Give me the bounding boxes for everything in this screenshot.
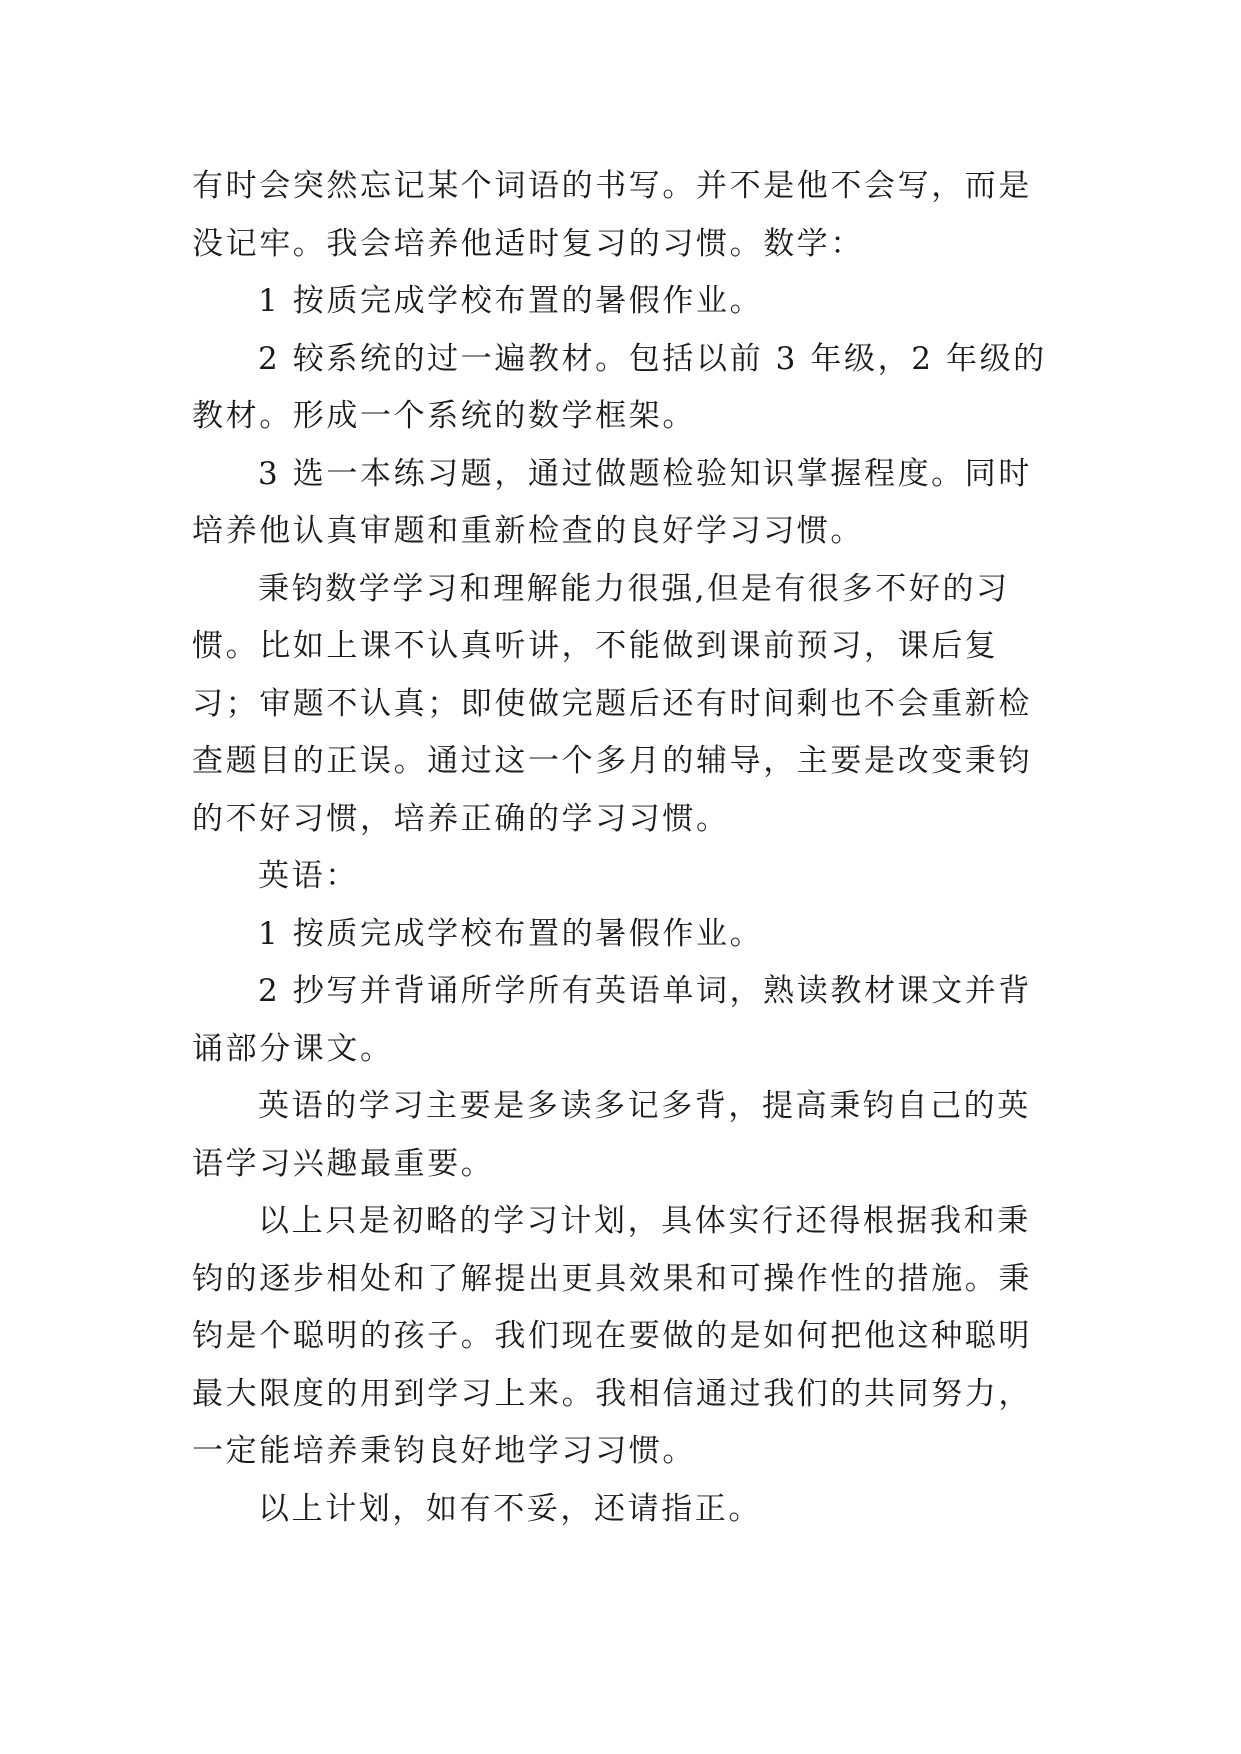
paragraph-math-item-3: 3 选一本练习题，通过做题检验知识掌握程度。同时培养他认真审题和重新检查的良好学习习惯。 xyxy=(192,455,1032,549)
paragraph-math-item-2: 2 较系统的过一遍教材。包括以前 3 年级，2 年级的教材。形成一个系统的数学框架。 xyxy=(192,340,1047,434)
paragraph-continuation: 有时会突然忘记某个词语的书写。并不是他不会写，而是没记牢。我会培养他适时复习的习惯。数学： xyxy=(192,168,1032,262)
paragraph-math-item-1: 1 按质完成学校布置的暑假作业。 xyxy=(258,283,764,319)
paragraph-english-item-2: 2 抄写并背诵所学所有英语单词，熟读教材课文并背诵部分课文。 xyxy=(192,973,1032,1067)
paragraph-closing: 以上计划，如有不妥，还请指正。 xyxy=(258,1490,762,1527)
paragraph-english-heading: 英语： xyxy=(258,858,359,894)
paragraph-english-summary: 英语的学习主要是多读多记多背，提高秉钧自己的英语学习兴趣最重要。 xyxy=(192,1088,1031,1182)
document-body xyxy=(192,158,1052,1538)
paragraph-english-item-1: 1 按质完成学校布置的暑假作业。 xyxy=(258,915,764,952)
paragraph-math-summary: 秉钧数学学习和理解能力很强,但是有很多不好的习惯。比如上课不认真听讲，不能做到课前预习，课后复习；审题不认真；即使做完题后还有时间剩也不会重新检查题目的正误。通过这一个多月的辅导，主要是改变秉钧的不好习惯，培养正确的学习习惯。 xyxy=(192,570,1032,837)
paragraph-conclusion: 以上只是初略的学习计划，具体实行还得根据我和秉钧的逐步相处和了解提出更具效果和可操作性的措施。秉钧是个聪明的孩子。我们现在要做的是如何把他这种聪明最大限度的用到学习上来。我相信通过我们的共同努力，一定能培养秉钧良好地学习习惯。 xyxy=(192,1203,1032,1469)
